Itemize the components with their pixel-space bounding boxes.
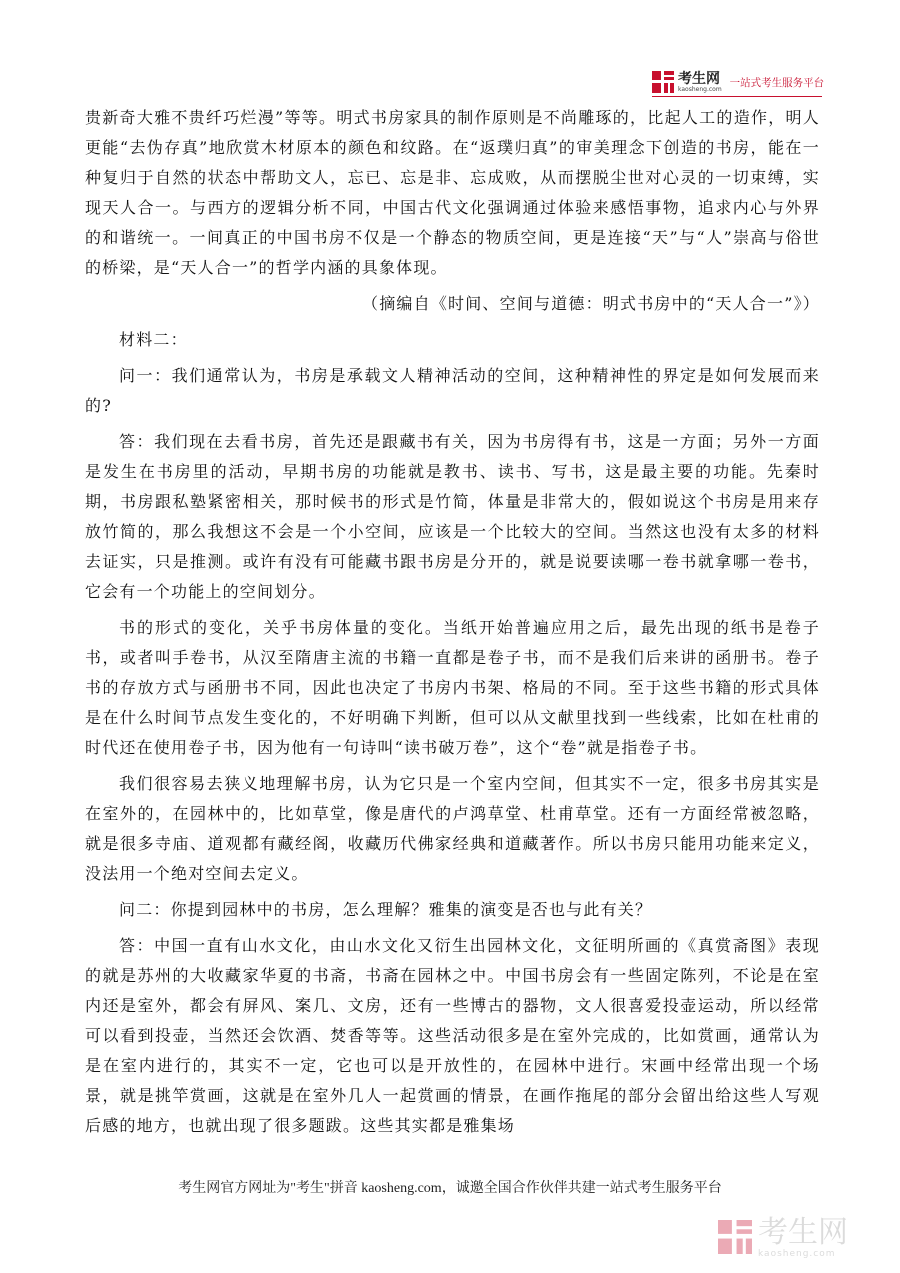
answer-2: 答：中国一直有山水文化，由山水文化又衍生出园林文化，文征明所画的《真赏斋图》表现的就是苏州的大收藏家华夏的书斋，书斋在园林之中。中国书房会有一些固定陈列，不论是在室内还是室外，都会有屏风、案几、文房，还有一些博古的器物，文人很喜爱投壶运动，所以经常可以看到投壶，当然还会饮酒、焚香等等。这些活动很多是在室外完成的，比如赏画，通常认为是在室内进行的，其实不一定，它也可以是开放性的，在园林中进行。宋画中经常出现一个场景，就是挑竿赏画，这就是在室外几人一起赏画的情景，在画作拖尾的部分会留出给这些人写观后感的地方，也就出现了很多题跋。这些其实都是雅集场 [85, 936, 820, 1135]
watermark [718, 1215, 848, 1259]
material-heading: 材料二： [119, 330, 188, 349]
paragraph-study-space: 我们很容易去狭义地理解书房，认为它只是一个室内空间，但其实不一定，很多书房其实是在室外的，在园林中的，比如草堂，像是唐代的卢鸿草堂、杜甫草堂。还有一方面经常被忽略，就是很多寺庙、道观都有藏经阁，收藏历代佛家经典和道藏著作。所以书房只能用功能来定义，没法用一个绝对空间去定义。 [85, 774, 820, 883]
document-body [85, 103, 820, 1141]
source-citation: （摘编自《时间、空间与道德：明式书房中的“天人合一”》） [362, 294, 820, 313]
watermark-domain: kaosheng.com [758, 1249, 836, 1259]
page-footer: 考生网官方网址为"考生"拼音 kaosheng.com，诚邀全国合作伙伴共建一站式考生服务平台 [178, 1181, 722, 1196]
kaosheng-logo-icon [652, 71, 674, 93]
paragraph-1: 贵新奇大雅不贵纤巧烂漫”等等。明式书房家具的制作原则是不尚雕琢的，比起人工的造作，明人更能“去伪存真”地欣赏木材原本的颜色和纹路。在“返璞归真”的审美理念下创造的书房，能在一种复归于自然的状态中帮助文人，忘已、忘是非、忘成败，从而摆脱尘世对心灵的一切束缚，实现天人合一。与西方的逻辑分析不同，中国古代文化强调通过体验来感悟事物，追求内心与外界的和谐统一。一间真正的中国书房不仅是一个静态的物质空间，更是连接“天”与“人”崇高与俗世的桥梁，是“天人合一”的哲学内涵的具象体现。 [85, 108, 820, 277]
site-logo [652, 70, 824, 94]
paragraph-book-form: 书的形式的变化，关乎书房体量的变化。当纸开始普遍应用之后，最先出现的纸书是卷子书，或者叫手卷书，从汉至隋唐主流的书籍一直都是卷子书，而不是我们后来讲的函册书。卷子书的存放方式与函册书不同，因此也决定了书房内书架、格局的不同。至于这些书籍的形式具体是在什么时间节点发生变化的，不好明确下判断，但可以从文献里找到一些线索，比如在杜甫的时代还在使用卷子书，因为他有一句诗叫“读书破万卷”，这个“卷”就是指卷子书。 [85, 618, 820, 757]
header-divider [652, 96, 822, 97]
question-1: 问一：我们通常认为，书房是承载文人精神活动的空间，这种精神性的界定是如何发展而来的? [85, 366, 820, 415]
watermark-logo-icon [718, 1220, 752, 1258]
answer-1: 答：我们现在去看书房，首先还是跟藏书有关，因为书房得有书，这是一方面；另外一方面是发生在书房里的活动，早期书房的功能就是教书、读书、写书，这是最主要的功能。先秦时期，书房跟私塾紧密相关，那时候书的形式是竹简，体量是非常大的，假如说这个书房是用来存放竹简的，那么我想这不会是一个小空间，应该是一个比较大的空间。当然这也没有太多的材料去证实，只是推测。或许有没有可能藏书跟书房是分开的，就是说要读哪一卷书就拿哪一卷书，它会有一个功能上的空间划分。 [85, 432, 820, 601]
logo-domain: kaosheng.com [678, 85, 722, 93]
question-2: 问二：你提到园林中的书房，怎么理解？雅集的演变是否也与此有关？ [119, 900, 653, 919]
watermark-name: 考生网 [758, 1215, 848, 1250]
logo-name: 考生网 [678, 70, 720, 87]
header-slogan: 一站式考生服务平台 [729, 76, 825, 89]
